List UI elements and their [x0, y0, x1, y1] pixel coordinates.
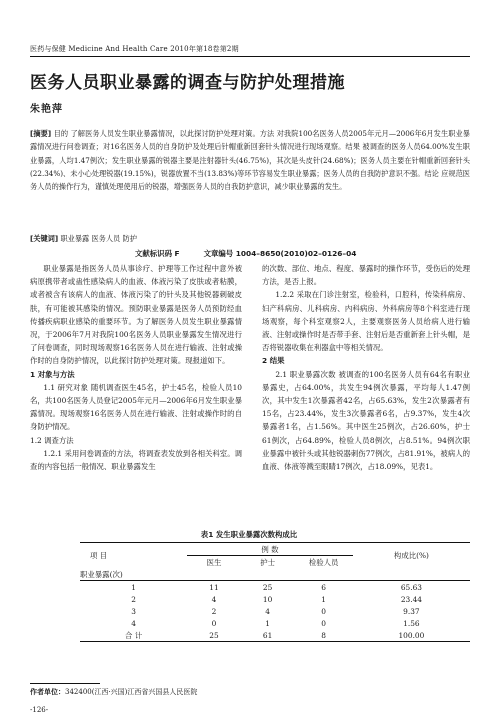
body-paragraph: 2.1 职业暴露次数 被调查的100名医务人员有64名有职业暴露史，占64.00%，共发生94例次暴露，平均每人1.47例次，其中发生1次暴露者42名，占65.63%，发生2次暴露者有15名，占23.44%，发生3次暴露者6名，占9.37%，发生4次暴露者1名，占1.56%。其中医生25例次，占26.60%，护士61例次，占64.89%，检验人员8例次，占8.51%。94例次职业暴露中被针头或其他锐器刺伤77例次，占81.91%，被病人的血液、体液等溅至眼睛17例次，占18.09%，见表1。	[262, 369, 470, 472]
table-total-row	[80, 629, 470, 642]
cell-item: 2	[131, 594, 136, 604]
author-affiliation	[30, 687, 270, 698]
header-nurse: 护士	[260, 557, 275, 567]
cell-lab-staff: 0	[321, 618, 326, 628]
cell-item: 1	[131, 582, 136, 592]
subsection-heading: 1.2 调查方法	[30, 435, 74, 445]
cell-doctor: 0	[211, 618, 217, 628]
classification-line	[135, 248, 356, 259]
cell-lab-staff: 6	[321, 582, 326, 592]
table-row	[80, 617, 470, 629]
cell-percent: 1.56	[403, 618, 420, 628]
cell-doctor: 2	[211, 606, 217, 616]
body-paragraph: 的次数、部位、地点、程度、暴露时的操作环节，受伤后的处理方法，是否上报。	[262, 264, 470, 287]
header-rule	[30, 56, 470, 57]
body-paragraph: 1.1 研究对象 随机调查医生45名，护士45名，检验人员10名，共100名医务人员登记2005年元月—2006年6月发生职业暴露情况。现场观察16名医务人员在进行输液、注射或操作时的自身防护情况。	[30, 382, 242, 432]
abstract-label: [摘要]	[30, 129, 52, 138]
affiliation-label: 作者单位：	[30, 688, 65, 696]
table-row	[80, 581, 470, 594]
table-caption: 表1 发生职业暴露次数构成比	[200, 530, 298, 539]
document-code: 文献标识码 F	[135, 249, 180, 258]
affiliation-text: 342400(江西·兴国)江西省兴国县人民医院	[65, 688, 198, 696]
body-paragraph: 1.2.1 采用问卷调查的方法，将调查表发放到各相关科室。调查的内容包括一般情况、职业暴露发生	[30, 448, 242, 472]
cell-percent: 23.44	[400, 594, 422, 604]
body-paragraph: 1.2.2 采取在门诊注射室，检验科，口腔科，传染科病房、妇产科病房、儿科病房、内科病房、外科病房等8个科室进行现场观察，每个科室观察2人，主要观察医务人员给病人进行输液、注射或操作时是否带手套、注射后是否重新套上针头帽，是否将锐器收集在利器盒中等相关情况。	[262, 290, 470, 353]
header-lab-staff: 检验人员	[308, 557, 339, 567]
table-row	[80, 593, 470, 605]
keywords-text: 职业暴露 医务人员 防护	[60, 234, 137, 243]
cell-total-label: 合 计	[80, 629, 187, 642]
cell-nurse: 61	[241, 629, 295, 642]
exposure-table	[80, 542, 470, 642]
header-percent: 构成比(%)	[353, 543, 470, 569]
header-doctor: 医生	[206, 557, 222, 567]
cell-nurse: 25	[262, 582, 273, 592]
author-name: 朱艳萍	[30, 104, 63, 115]
cell-lab-staff: 1	[321, 594, 326, 604]
header-item: 项 目	[80, 543, 187, 569]
page-number: -126-	[30, 706, 49, 714]
cell-nurse: 1	[265, 618, 270, 628]
section-heading: 1 对象与方法	[30, 369, 75, 379]
cell-doctor: 4	[211, 594, 217, 604]
intro-paragraph: 职业暴露是指医务人员从事诊疗、护理等工作过程中意外被病原携带者或蛊性感染病人的血液、体液污染了皮肤或者粘膜，或者被含有该病人的血液、体液污染了的针头及其他锐器刺破皮肤，有可能被其感染的情况。预防职业暴露是医务人员预防经血传播疾病职业感染的重要环节。为了解医务人员发生职业暴露情况，于2006年7月对我院100名医务人员职业暴露发生情况进行了问卷调查，同时现场观察16名医务人员在进行输液、注射或操作时的自身防护情况，以此探讨防护处理对策。现报道如下。	[30, 264, 242, 366]
abstract	[30, 127, 470, 193]
cell-doctor: 25	[187, 629, 241, 642]
cell-item: 4	[131, 618, 136, 628]
article-title: 医务人员职业暴露的调查与防护处理措施	[30, 73, 345, 93]
cell-percent: 100.00	[353, 629, 470, 642]
header-cases: 例 数	[187, 543, 353, 556]
cell-nurse: 4	[265, 606, 270, 616]
body-column-left	[30, 262, 242, 473]
cell-percent: 65.63	[400, 582, 422, 592]
table-header-row	[80, 543, 470, 556]
article-number: 文章编号 1004–8650(2010)02–0126–04	[203, 249, 357, 258]
cell-lab-staff: 0	[321, 606, 326, 616]
abstract-text: 目的 了解医务人员发生职业暴露情况，以此探讨防护处理对策。方法 对我院100名医务人员2005年元月—2006年6月发生职业暴露情况进行问卷调查；对16名医务人员的自身防护及处理后针帽重新回套针头情况进行现场观察。结果 被调查的医务人员64.00%发生职业暴露，人均1.47例次；发生职业暴露的锐器主要是注射器针头(46.75%)，其次是头皮针(24.68%)；医务人员主要在针帽重新回套针头(22.34%)、未小心处理锐器(19.15%)，锐器放置不当(13.83%)等环节容易发生职业暴露；医务人员的自我防护意识不强。结论 应规范医务人员的操作行为，谨慎处理使用后的锐器，增强医务人员的自我防护意识，减少职业暴露的发生。	[30, 129, 470, 192]
cell-doctor: 11	[209, 582, 219, 592]
body-column-right	[262, 262, 470, 473]
cell-lab-staff: 8	[294, 629, 352, 642]
row-group-label: 职业暴露(次)	[80, 568, 187, 581]
keywords	[30, 234, 470, 244]
cell-nurse: 10	[262, 594, 273, 604]
section-heading: 2 结果	[262, 356, 285, 366]
cell-item: 3	[131, 606, 136, 616]
keywords-label: [关键词]	[30, 234, 59, 243]
cell-percent: 9.37	[403, 606, 420, 616]
table-row	[80, 605, 470, 617]
running-header: 医药与保健 Medicine And Health Care 2010年第18卷第2期	[30, 45, 239, 53]
footnote-rule	[30, 683, 100, 684]
table-row-label	[80, 568, 470, 581]
